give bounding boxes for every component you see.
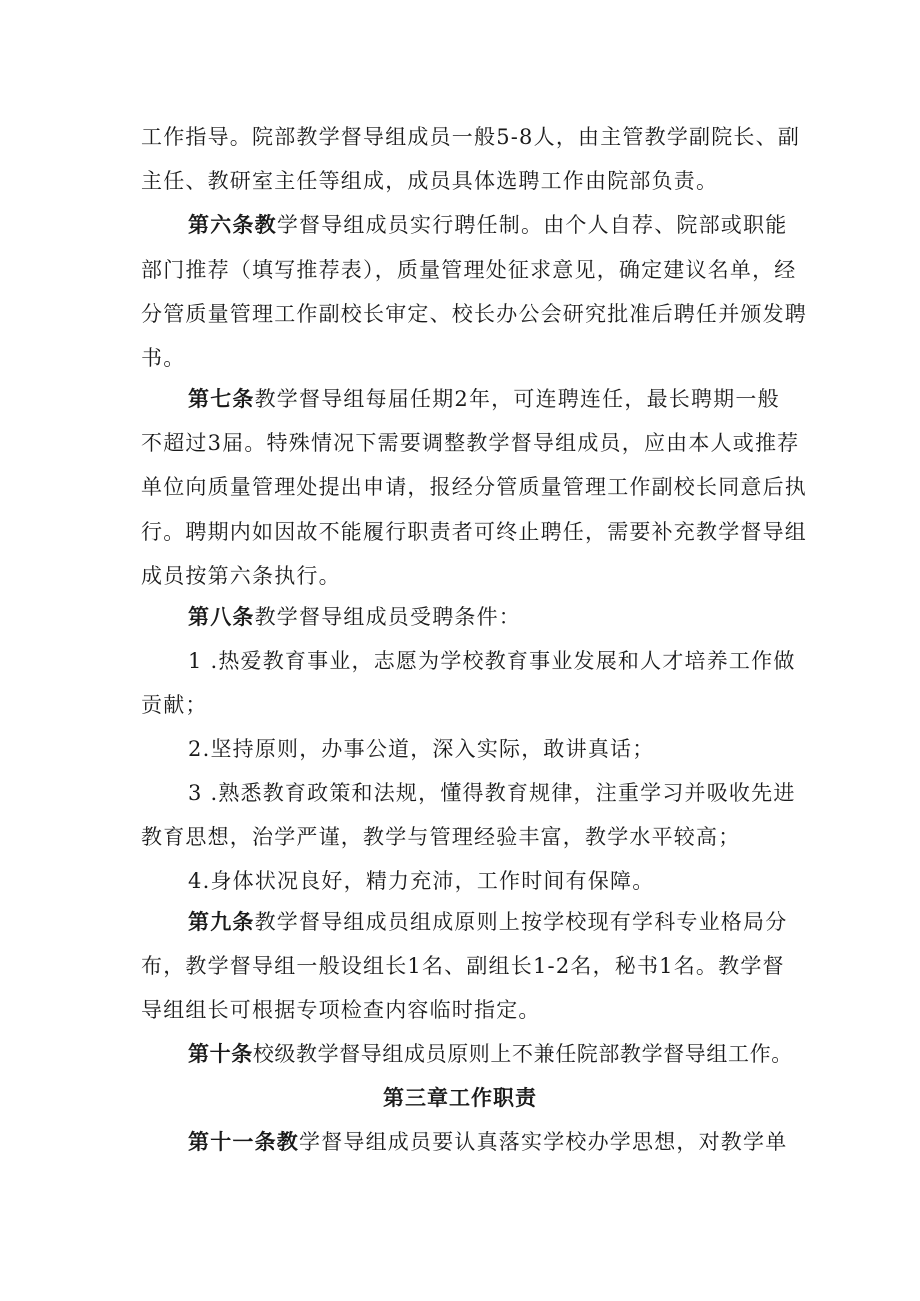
article-label: 第十条	[188, 1041, 253, 1066]
article-7-paragraph: 第七条教学督导组每届任期2年，可连聘连任，最长聘期一般	[188, 386, 780, 411]
article-6-paragraph: 第六条教学督导组成员实行聘任制。由个人自荐、院部或职能	[188, 212, 788, 237]
text-line: 教育思想，治学严谨，教学与管理经验丰富，教学水平较高；	[141, 825, 741, 849]
text-line: 主任、教研室主任等组成，成员具体选聘工作由院部负责。	[141, 169, 719, 193]
article-label: 第八条	[188, 604, 255, 629]
article-8-paragraph: 第八条教学督导组成员受聘条件：	[188, 604, 522, 629]
list-item-4: 4.身体状况良好，精力充沛，工作时间有保障。	[188, 869, 655, 893]
text-line: 书。	[141, 346, 186, 370]
text-line: 成员按第六条执行。	[141, 564, 341, 588]
text-line: 工作指导。院部教学督导组成员一般5-8人，由主管教学副院长、副	[141, 125, 801, 149]
list-item-3: 3 .熟悉教育政策和法规，懂得教育规律，注重学习并吸收先进	[188, 781, 796, 805]
article-10-paragraph: 第十条校级教学督导组成员原则上不兼任院部教学督导组工作。	[188, 1041, 793, 1066]
list-number: 4	[188, 869, 203, 893]
list-number: 1	[188, 649, 203, 673]
text-line: 贡献；	[141, 693, 208, 717]
list-number: 2	[188, 737, 203, 761]
text-line: 行。聘期内如因故不能履行职责者可终止聘任，需要补充教学督导组	[141, 520, 807, 544]
text-line: 部门推荐（填写推荐表），质量管理处征求意见，确定建议名单，经	[141, 258, 797, 282]
text-line: 导组组长可根据专项检查内容临时指定。	[141, 998, 541, 1022]
article-11-paragraph: 第十一条教学督导组成员要认真落实学校办学思想，对教学单	[188, 1129, 788, 1154]
article-label: 第六条教	[188, 212, 277, 237]
text-line: 分管质量管理工作副校长审定、校长办公会研究批准后聘任并颁发聘	[141, 302, 807, 326]
text-line: 不超过3届。特殊情况下需要调整教学督导组成员，应由本人或推荐	[141, 431, 800, 455]
list-item-2: 2.坚持原则，办事公道，深入实际，敢讲真话；	[188, 737, 655, 761]
article-label: 第九条	[188, 909, 255, 934]
list-item-1: 1 .热爱教育事业，志愿为学校教育事业发展和人才培养工作做	[188, 649, 796, 673]
chapter-heading: 第三章工作职责	[383, 1085, 537, 1110]
article-label: 第十一条教	[188, 1129, 299, 1154]
article-9-paragraph: 第九条教学督导组成员组成原则上按学校现有学科专业格局分	[188, 909, 788, 934]
text-line: 单位向质量管理处提出申请，报经分管质量管理工作副校长同意后执	[141, 475, 807, 499]
text-line: 布，教学督导组一般设组长1名、副组长1-2名，秘书1名。教学督	[141, 954, 785, 978]
article-label: 第七条	[188, 386, 255, 411]
list-number: 3	[188, 781, 203, 805]
